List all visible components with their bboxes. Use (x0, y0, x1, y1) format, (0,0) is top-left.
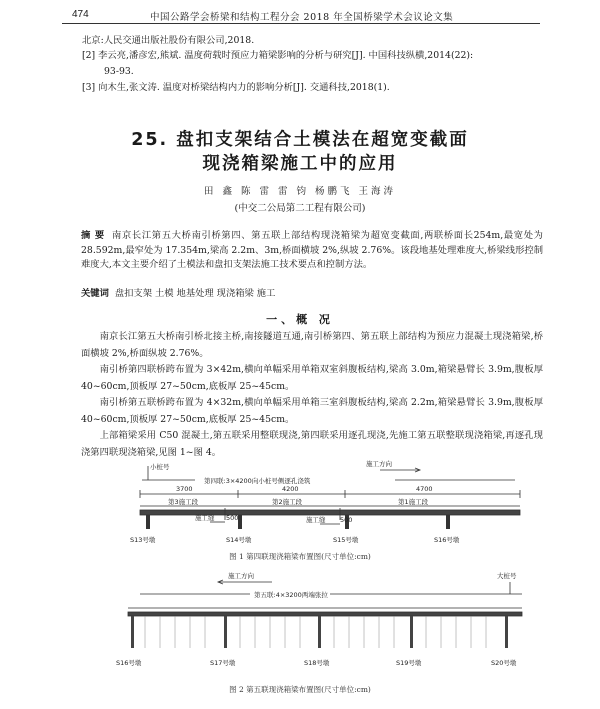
reference-line: 北京:人民交通出版社股份有限公司,2018. (82, 35, 255, 46)
pier (318, 616, 321, 648)
section-heading: 一、概 况 (266, 313, 334, 326)
pier-label: S13号墩 (130, 536, 156, 544)
direction-label: 施工方向 (228, 572, 254, 580)
pier (131, 616, 134, 648)
pier-label: S20号墩 (491, 659, 517, 667)
figure2-caption: 图 2 第五联现浇箱梁布置图(尺寸单位:cm) (229, 685, 371, 694)
span-label: 4200 (282, 485, 299, 493)
pier-label: S15号墩 (333, 536, 359, 544)
article-title-line2: 现浇箱梁施工中的应用 (202, 154, 398, 174)
pier (224, 616, 227, 648)
big-pile-label: 大桩号 (497, 572, 517, 580)
joint-dimension: 500 (340, 516, 353, 524)
figure2-top-label: 第五联:4×3200两端张拉 (254, 591, 328, 599)
segment-label: 第2施工段 (272, 498, 303, 506)
conference-title: 中国公路学会桥梁和结构工程分会 2018 年全国桥梁学术会议论文集 (150, 12, 454, 23)
joint-label: 施工缝 (195, 514, 215, 522)
pier-label: S17号墩 (210, 659, 236, 667)
keywords-label: 关键词 (81, 288, 109, 299)
small-pile-label: 小桩号 (150, 463, 170, 471)
pier (446, 515, 450, 529)
figure1-diagram (0, 458, 600, 550)
girder (128, 612, 522, 616)
reference-line: 93-93. (104, 66, 134, 77)
figure1-caption: 图 1 第四联现浇箱梁布置图(尺寸单位:cm) (229, 552, 371, 561)
direction-label: 施工方向 (366, 460, 392, 468)
pier-label: S16号墩 (434, 536, 460, 544)
body-paragraph: 上部箱梁采用 C50 混凝土,第五联采用整联现浇,第四联采用逐孔现浇,先施工第五联整联现浇箱梁,再逐孔现浇第四联现浇箱梁,见图 1~图 4。 (81, 430, 543, 458)
segment-label: 第3施工段 (168, 498, 199, 506)
pier (410, 616, 413, 648)
page-header (0, 6, 600, 24)
keywords-text: 盘扣支架 土模 地基处理 现浇箱梁 施工 (114, 288, 276, 299)
span-label: 4700 (416, 485, 433, 493)
abstract-label: 摘 要 (81, 230, 105, 241)
affiliation: (中交二公局第二工程有限公司) (234, 203, 366, 214)
article-title-line1: 25. 盘扣支架结合土模法在超宽变截面 (131, 130, 469, 150)
figure2-diagram (0, 568, 600, 673)
body-paragraph: 南引桥第四联桥跨布置为 3×42m,横向单幅采用单箱双室斜腹板结构,梁高 3.0m,箱梁悬臂长 3.9m,腹板厚 40~60cm,顶板厚 27~50cm,底板厚 25~45cm。 (81, 364, 543, 392)
page-number: 474 (72, 9, 89, 20)
body-paragraph: 南引桥第五联桥跨布置为 4×32m,横向单幅采用单箱三室斜腹板结构,梁高 2.2m,箱梁悬臂长 3.9m,腹板厚 40~60cm,顶板厚 27~50cm,底板厚 25~45cm。 (81, 397, 543, 425)
pier (238, 515, 242, 529)
pier-label: S16号墩 (116, 659, 142, 667)
joint-label: 施工缝 (306, 516, 326, 524)
reference-line: [2] 李云亮,潘彦宏,熊斌. 温度荷载时预应力箱梁影响的分析与研究[J]. 中国科技纵横,2014(22): (82, 50, 474, 61)
authors: 田 鑫 陈 雷 雷 钧 杨鹏飞 王海涛 (203, 186, 397, 197)
figure1-top-label: 第四联:3×4200向小桩号侧逐孔浇筑 (204, 477, 311, 485)
segment-label: 第1施工段 (398, 498, 429, 506)
abstract-text: 南京长江第五大桥南引桥第四、第五联上部结构现浇箱梁为超宽变截面,两联桥面长254m,最宽处为 28.592m,最窄处为 17.354m,梁高 2.2m、3m,桥面横坡 2%,纵坡 2.76%。该段地基处理难度大,桥梁线形控制难度大,本文主要介绍了土模法和盘扣支架法施工技术要点和控制方法。 (81, 230, 543, 271)
pier (146, 515, 150, 529)
pier-label: S14号墩 (226, 536, 252, 544)
body-paragraph: 南京长江第五大桥南引桥北接主桥,南接隧道互通,南引桥第四、第五联上部结构为预应力混凝土现浇箱梁,桥面横坡 2%,桥面纵坡 2.76%。 (81, 331, 543, 359)
joint-dimension: 500 (226, 514, 239, 522)
abstract (81, 229, 543, 273)
pier (505, 616, 508, 648)
span-label: 3700 (176, 485, 193, 493)
keywords (81, 287, 543, 302)
header-rule (62, 23, 540, 24)
reference-line: [3] 向木生,张文涛. 温度对桥梁结构内力的影响分析[J]. 交通科技,2018(1). (82, 82, 390, 93)
pier-label: S19号墩 (396, 659, 422, 667)
pier-label: S18号墩 (304, 659, 330, 667)
